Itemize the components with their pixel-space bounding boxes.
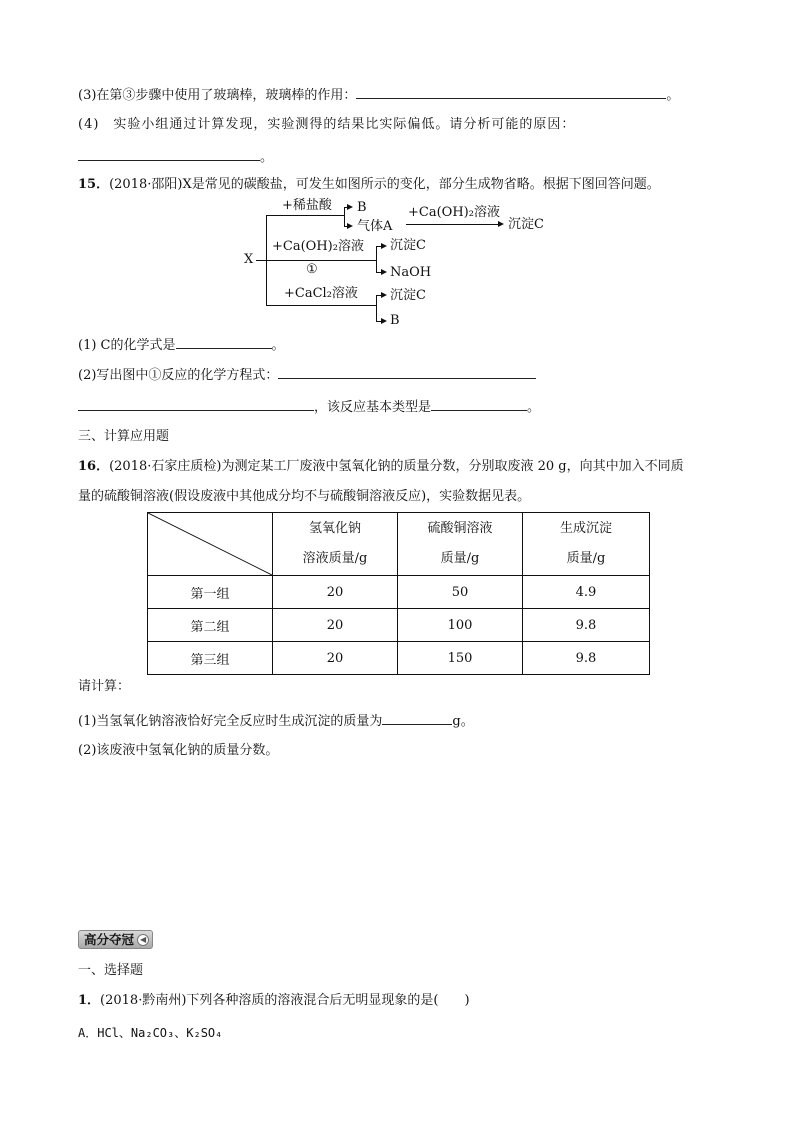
reagent-cacl2: +CaCl₂溶液 [284,286,358,301]
end-mark: 。 [271,338,285,353]
option-a: A．HCl、Na₂CO₃、K₂SO₄ [78,1026,223,1040]
answer-blank[interactable] [356,84,666,99]
precipitate-c: 沉淀C [508,217,544,232]
answer-blank[interactable] [78,396,314,411]
answer-blank[interactable] [382,710,452,725]
arrow [381,269,387,275]
q16-ask: 请计算： [78,679,131,694]
end-mark: 。 [260,150,274,165]
arrow-line [406,224,498,225]
arrow [347,204,353,210]
table-cell: 第三组 [148,642,273,675]
question-number: 1． [78,993,101,1008]
table-cell: 20 [273,609,398,642]
table-cell: 第一组 [148,576,273,609]
table-cell: 9.8 [523,609,650,642]
badge-label: 高分夺冠 [84,932,135,947]
gas-a: 气体A [357,219,393,234]
q16-stem-text: (2018·石家庄质检)为测定某工厂废液中氢氧化钠的质量分数，分别取废液 20 g，向其中加入不同质 [109,459,684,474]
reaction-1-marker: ① [306,262,318,277]
arrow [498,221,504,227]
answer-blank[interactable] [278,364,536,379]
arrow [381,292,387,298]
q15-part2b [78,396,540,417]
section-badge [78,930,153,949]
table-cell: 100 [398,609,523,642]
fork-line [376,246,377,272]
column-header [398,513,523,576]
table-cell: 4.9 [523,576,650,609]
product-b: B [390,313,400,328]
connector-line [256,260,266,261]
fork-line [376,295,377,321]
column-header-line: 氢氧化钠 [308,521,361,536]
q14-part4-answer [78,146,273,167]
precipitate-c: 沉淀C [390,288,426,303]
question-number: 16． [78,459,110,474]
column-header-line: 质量/g [566,551,606,566]
q15-part2b-text: ，该反应基本类型是 [314,400,432,415]
q16-stem-line1 [78,458,684,476]
naoh: NaOH [390,265,432,280]
branch-line [266,305,376,306]
column-header-line: 硫酸铜溶液 [427,521,493,536]
q16-part1-text: (1)当氢氧化钠溶液恰好完全反应时生成沉淀的质量为 [78,714,383,729]
reagent-hcl: +稀盐酸 [282,198,332,213]
table-cell: 20 [273,642,398,675]
reagent-caoh2: +Ca(OH)₂溶液 [408,205,500,220]
branch-line [266,215,344,216]
arrow [347,223,353,229]
q15-part2 [78,364,536,385]
table-cell: 150 [398,642,523,675]
table-cell: 50 [398,576,523,609]
diagonal-header-cell [148,513,273,576]
table-cell: 9.8 [523,642,650,675]
section-heading: 一、选择题 [78,963,144,978]
q15-part2-text: (2)写出图中①反应的化学方程式： [78,368,279,383]
q14-part4-text: (4) 实验小组通过计算发现，实验测得的结果比实际偏低。请分析可能的原因： [78,117,576,132]
answer-blank[interactable] [176,334,272,349]
table-cell: 20 [273,576,398,609]
q15-part1-text: (1) C的化学式是 [78,338,176,353]
table-row [148,609,650,642]
column-header [273,513,398,576]
table-cell: 第二组 [148,609,273,642]
product-b: B [357,200,367,215]
q1-stem [78,992,470,1010]
fork-line [344,207,345,226]
branch-line [266,260,376,261]
column-header-line: 生成沉淀 [559,521,612,536]
data-table [147,512,650,675]
question-number: 15． [78,177,110,192]
table-row [148,642,650,675]
table-header-row [148,513,650,576]
unit-text: g。 [452,714,474,729]
column-header-line: 溶液质量/g [302,551,368,566]
reagent-caoh2-2: +Ca(OH)₂溶液 [272,239,364,254]
reaction-diagram [236,196,566,332]
q15-part1 [78,334,285,355]
answer-blank[interactable] [78,146,260,161]
badge-arrow-icon: ◀ [137,934,149,946]
q1-stem-text: (2018·黔南州)下列各种溶质的溶液混合后无明显现象的是( ) [100,993,470,1008]
end-mark: 。 [527,400,541,415]
column-header [523,513,650,576]
column-header-line: 质量/g [440,551,480,566]
q16-part1 [78,710,474,731]
q16-stem-line2: 量的硫酸铜溶液(假设废液中其他成分均不与硫酸铜溶液反应)，实验数据见表。 [78,489,531,504]
q14-part3 [78,84,679,105]
answer-blank[interactable] [431,396,527,411]
q15-stem [78,176,660,194]
q16-part2: (2)该废液中氢氧化钠的质量分数。 [78,743,279,758]
arrow [381,243,387,249]
arrow [381,318,387,324]
q14-part4 [78,116,575,134]
diagonal-line [148,513,272,575]
q15-stem-text: (2018·邵阳)X是常见的碳酸盐，可发生如图所示的变化，部分生成物省略。根据下图回答问题。 [109,177,660,192]
end-mark: 。 [666,88,680,103]
x-label: X [244,252,254,267]
q14-part3-text: (3)在第③步骤中使用了玻璃棒，玻璃棒的作用： [78,88,357,103]
table-row [148,576,650,609]
section-heading: 三、计算应用题 [78,429,170,444]
precipitate-c: 沉淀C [390,238,426,253]
